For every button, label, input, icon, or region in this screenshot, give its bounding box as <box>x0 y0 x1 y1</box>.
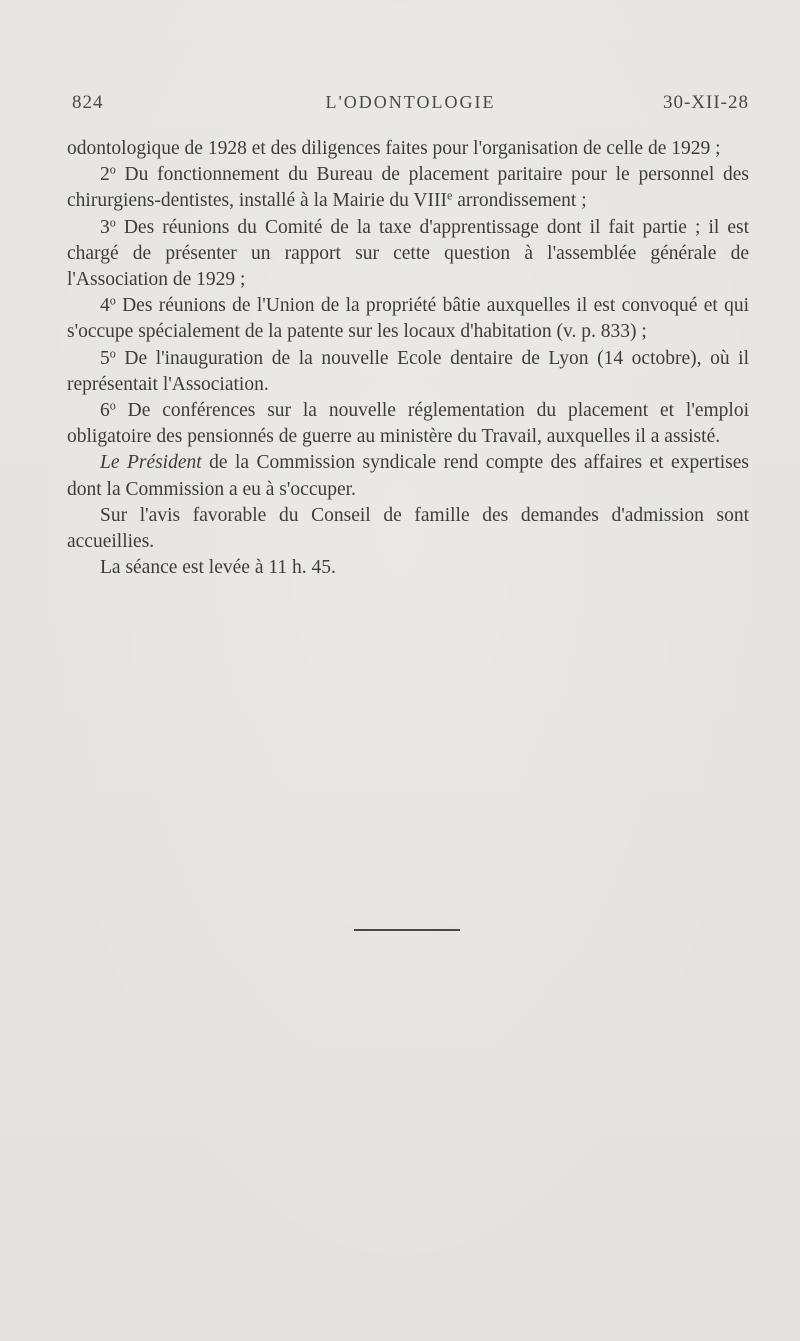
paragraph-text: Des réunions de l'Union de la propriété bâtie auxquelles il est convoqué et qui s'occupe spécialement de la patente sur les locaux d'habitation (v. p. 833) ; <box>67 295 749 343</box>
ordinal-mark: o <box>109 162 116 177</box>
item-number: 3 <box>100 216 110 238</box>
paragraph-text-tail: arrondissement ; <box>452 190 587 212</box>
ordinal-suffix: e <box>446 188 453 203</box>
paragraph <box>67 346 749 398</box>
ordinal-mark: o <box>109 293 116 308</box>
ordinal-mark: o <box>109 345 116 360</box>
paragraph <box>67 293 749 345</box>
item-number: 6 <box>100 400 110 422</box>
journal-title: L'ODONTOLOGIE <box>325 92 496 112</box>
paragraph-text: La séance est levée à 11 h. 45. <box>100 557 336 579</box>
section-end-rule <box>354 929 460 931</box>
item-number: 5 <box>100 347 110 369</box>
paragraph <box>67 162 749 214</box>
paragraph-text: Sur l'avis favorable du Conseil de famille des demandes d'admission sont accueillies. <box>67 504 749 553</box>
body-text <box>67 136 749 581</box>
paragraph-text: de la Commission syndicale rend compte des affaires et expertises dont la Commission a eu à s'occuper. <box>67 452 750 500</box>
item-number: 2 <box>100 164 110 186</box>
item-number: 4 <box>100 295 110 317</box>
paragraph <box>67 398 749 450</box>
paragraph-text: Du fonctionnement du Bureau de placement paritaire pour le personnel des chirurgiens-dentistes, installé à la Mairie du VIII <box>67 164 749 212</box>
ordinal-mark: o <box>109 398 116 413</box>
paragraph-text: De l'inauguration de la nouvelle Ecole dentaire de Lyon (14 octobre), où il représentait l'Association. <box>67 347 749 395</box>
paragraph <box>67 136 749 162</box>
ordinal-mark: o <box>109 214 116 229</box>
paragraph <box>67 555 749 581</box>
paragraph-text: Des réunions du Comité de la taxe d'apprentissage dont il fait partie ; il est chargé de présenter un rapport sur cette question à l'assemblée générale de l'Association de 1929 ; <box>67 216 749 291</box>
paragraph <box>67 450 749 502</box>
paragraph-text: De conférences sur la nouvelle réglementation du placement et l'emploi obligatoire des pensionnés de guerre au ministère du Travail, auxquelles il a assisté. <box>67 400 749 448</box>
paragraph <box>67 215 749 294</box>
running-head <box>72 92 749 122</box>
page-number: 824 <box>72 92 104 113</box>
italic-term: Le Président <box>100 452 202 474</box>
paragraph <box>67 503 749 555</box>
issue-date: 30-XII-28 <box>662 92 749 113</box>
paragraph-text: odontologique de 1928 et des diligences faites pour l'organisation de celle de 1929 ; <box>67 138 721 159</box>
